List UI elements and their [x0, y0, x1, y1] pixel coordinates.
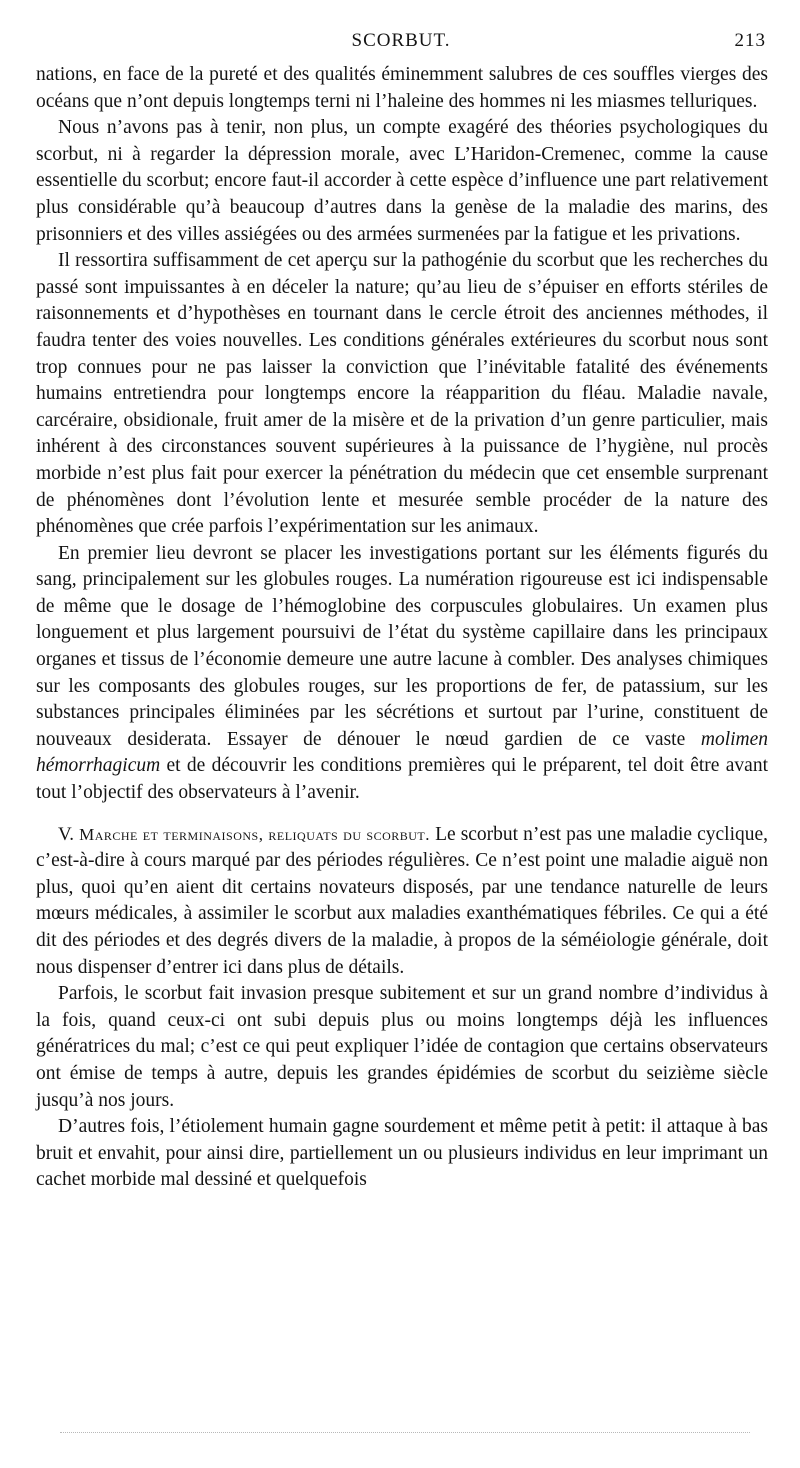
paragraph-text: En premier lieu devront se placer les investigations portant sur les éléments figurés du sang, principalement sur les globules rouges. La numération rigoureuse est ici indispensable de même que le dosage de l’hémoglobine des corpuscules globulaires. Un examen plus longuement et plus largement poursuivi de l’état du système capillaire dans les principaux organes et tissus de l’économie demeure une autre lacune à combler. Des analyses chimiques sur les composants des globules rouges, sur les proportions de fer, de patassium, sur les substances principales éliminées par les sécrétions et surtout par l’urine, constituent de nouveaux desiderata. Essayer de dénouer le nœud gardien de ce vaste	[36, 542, 768, 750]
paragraph: Il ressortira suffisamment de cet aperçu sur la pathogénie du scorbut que les recherches du passé sont impuissantes à en déceler la nature; qu’au lieu de s’épuiser en efforts stériles de raisonnements et d’hypothèses en tournant dans le cercle étroit des anciennes méthodes, il faudra tenter des voies nouvelles. Les conditions générales extérieures du scorbut nous sont trop connues pour ne pas laisser la conviction que l’inévitable fatalité des événements humains entretiendra pour longtemps encore la réapparition du fléau. Maladie navale, carcéraire, obsidionale, fruit amer de la misère et de la privation d’un genre particulier, mais inhérent à des circonstances souvent supérieures à la puissance de l’hygiène, nul procès morbide n’est plus fait pour exercer la pénétration du médecin que cet ensemble surprenant de phénomènes dont l’évolution lente et mesurée semble procéder de la nature des phénomènes que crée parfois l’expérimentation sur les animaux.	[36, 250, 768, 538]
section-heading: Marche et terminaisons, reliquats du scorbut.	[79, 824, 431, 844]
running-title: SCORBUT.	[351, 30, 451, 51]
section-paragraph	[36, 822, 768, 982]
section-text: Le scorbut n’est pas une maladie cyclique, c’est-à-dire à cours marqué par des périodes régulières. Ce n’est point une maladie aiguë non plus, quoi qu’en aient dit certains novateurs disposés, par une tendance naturelle de leurs mœurs médicales, à assimiler le scorbut aux maladies exanthématiques fébriles. Ce qui a été dit des périodes et des degrés divers de la maladie, à propos de la séméiologie générale, doit nous dispenser d’entrer ici dans plus de détails.	[36, 823, 769, 978]
section-number: V.	[58, 823, 75, 845]
body-text	[36, 62, 768, 1194]
page-bottom-rule	[60, 1432, 750, 1433]
paragraph: D’autres fois, l’étiolement humain gagne sourdement et même petit à petit: il attaque à bas bruit et envahit, pour ainsi dire, partiellement un ou plusieurs individus en leur imprimant un cachet morbide mal dessiné et quelquefois	[36, 1116, 768, 1191]
paragraph-text: et de découvrir les conditions premières qui le préparent, tel doit être avant tout l’objectif des observateurs à l’avenir.	[36, 755, 768, 804]
paragraph: Parfois, le scorbut fait invasion presque subitement et sur un grand nombre d’individus à la fois, quand ceux-ci ont subi depuis plus ou moins longtemps déjà les influences génératrices du mal; c’est ce qui peut expliquer l’idée de contagion que certains observateurs ont émise de temps à autre, depuis les grandes épidémies de scorbut du seizième siècle jusqu’à nos jours.	[36, 983, 768, 1111]
paragraph	[36, 541, 768, 807]
italic-term: molimen hémorrhagicum	[36, 728, 769, 777]
running-head	[36, 26, 766, 56]
paragraph: nations, en face de la pureté et des qualités éminemment salubres de ces souffles vierges des océans que n’ont depuis longtemps terni ni l’haleine des hommes ni les miasmes telluriques.	[36, 64, 768, 112]
page-number: 213	[734, 30, 766, 51]
paragraph: Nous n’avons pas à tenir, non plus, un compte exagéré des théories psychologiques du scorbut, ni à regarder la dépression morale, avec L’Haridon-Cremenec, comme la cause essentielle du scorbut; encore faut-il accorder à cette espèce d’influence une part relativement plus considérable qu’à beaucoup d’autres dans la genèse de la maladie des marins, des prisonniers et des villes assiégées ou des armées surmenées par la fatigue et les privations.	[36, 117, 768, 245]
